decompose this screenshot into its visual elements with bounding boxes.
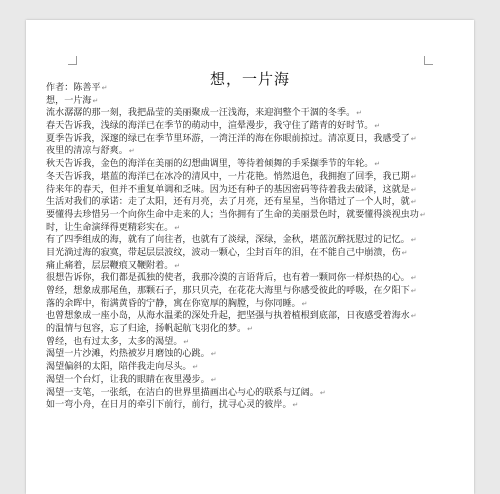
- text-line: 想，一片海 ↵: [46, 95, 456, 108]
- text-line: 春天告诉我，浅绿的海洋已在季节的萌动中，渲晕漫步，我守住了踏青的好时节。 ↵: [46, 120, 456, 133]
- text-line: 渴望偏斜的太阳，陪伴我走向尽头。 ↵: [46, 361, 456, 374]
- text-line: 夜里的清凉与舒爽。 ↵: [46, 145, 456, 158]
- document-page: [26, 20, 474, 494]
- text-line: 秋天告诉我，金色的海洋在美丽的幻想曲调里，等待着倾舞的手采撷季节的年轮。 ↵: [46, 158, 456, 171]
- margin-corner-mark-top-left: [68, 56, 77, 65]
- text-line: 渴望一片沙滩，灼热被岁月磨蚀的心跳。 ↵: [46, 348, 456, 361]
- text-line: 时，让生命演绎得更精彩实在。 ↵: [46, 222, 456, 235]
- text-line: 冬天告诉我，堪蓝的海洋已在冰冷的清风中，一片花艳。悄然退色，我拥抱了回季，我已期 ↵: [46, 171, 456, 184]
- text-line: 落的余晖中，衔满黄昏的宁静，寓在你宽厚的胸膛，与你同睡。 ↵: [46, 298, 456, 311]
- text-line: 目光淌过海的寂寞，带起层层波纹，波动一颗心，尘封百年的泪，在不能自己中崩溃，伤 ↵: [46, 247, 456, 260]
- text-line: 夏季告诉我，深邃的绿已在季节里环游，一湾汪洋的海在你眼前掠过。清凉夏日，我感受了 ↵: [46, 133, 456, 146]
- document-body: [46, 82, 456, 412]
- text-line: 痛止痛着，层层鞭痕又鞭附着。 ↵: [46, 260, 456, 273]
- text-line: 作者：陈善平 ↵: [46, 82, 456, 95]
- text-line: 待来年的春天，但并不重复单调和乏味。因为还有种子的基因密码等待着我去破译，这就是 ↵: [46, 184, 456, 197]
- text-line: 的温情与包容，忘了归途，扬帆起航飞羽化的梦。 ↵: [46, 323, 456, 336]
- text-line: 如一弯小舟，在日月的牵引下前行，前行，扰寻心灵的彼岸。 ↵: [46, 399, 456, 412]
- text-line: 生活对我们的承诺：走了太阳，还有月亮，去了月亮，还有星星，当你错过了一个人时，就 ↵: [46, 196, 456, 209]
- text-line: 曾经，想象成那尾鱼，那颗石子，那只贝壳，在花花大海里与你感受彼此的呼吸，在夕阳下 ↵: [46, 285, 456, 298]
- text-line: 也曾想象成一座小岛，从海水温柔的深处升起，把坚强与执着植根到底部，日夜感受着海水 ↵: [46, 310, 456, 323]
- document-title: 想，一片海: [209, 70, 290, 88]
- text-line: 渴望一支笔，一张纸，在洁白的世界里描画出心与心的联系与辽阔。 ↵: [46, 387, 456, 400]
- text-line: 流水潺潺的那一刻，我把晶莹的美丽聚成一汪浅海，来迎润整个干涸的冬季。 ↵: [46, 107, 456, 120]
- text-line: 要懂得去珍惜另一个向你生命中走来的人；当你拥有了生命的美丽景色时，就要懂得淡视虫功 ↵: [46, 209, 456, 222]
- text-line: 渴望一个台灯，让我的眼睛在夜里漫步。 ↵: [46, 374, 456, 387]
- text-line: 很想告诉你，我们都是孤独的使者，我那冷漠的言语背后，也有着一颗同你一样炽热的心。 ↵: [46, 272, 456, 285]
- margin-corner-mark-top-right: [424, 56, 433, 65]
- text-line: 有了四季组成的海，就有了向往者，也就有了淡绿，深绿，金秋，堪蓝沉醉抚慰过的记忆。 ↵: [46, 234, 456, 247]
- text-line: 曾经，也有过太多，太多的渴望。 ↵: [46, 336, 456, 349]
